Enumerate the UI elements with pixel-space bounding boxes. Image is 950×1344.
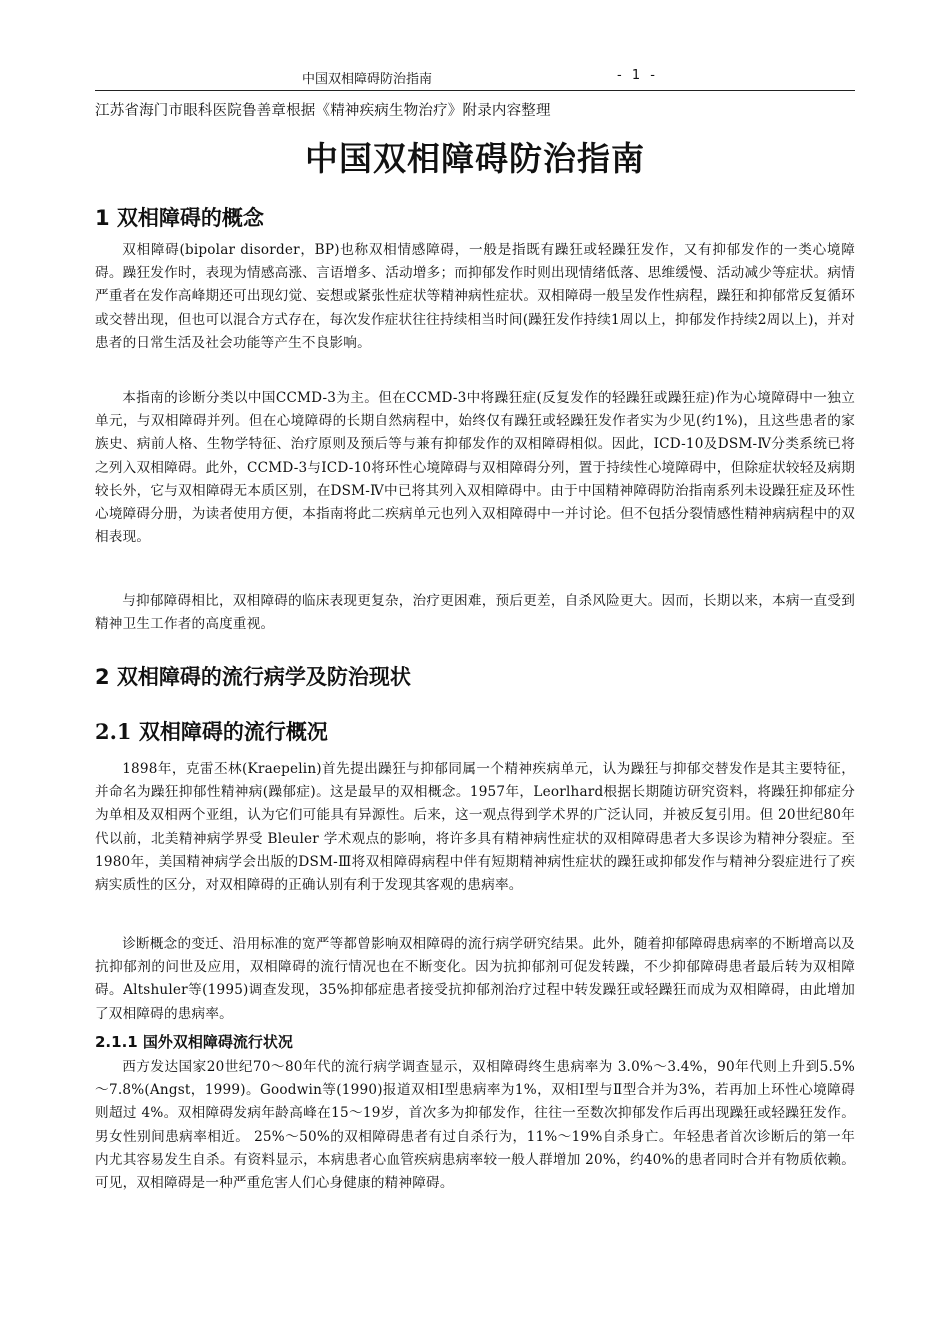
section-2-1-paragraph-1: 1898年，克雷丕林(Kraepelin)首先提出躁狂与抑郁同属一个精神疾病单元，认为躁狂与抑郁交替发作是其主要特征，并命名为躁狂抑郁性精神病(躁郁症)。这是最早的双相概念。1957年，Leorlhard根据长期随访研究资料，将躁狂抑郁症分为单相及双相两个亚组，认为它们可能具有异源性。后来，这一观点得到学术界的广泛认同，并被反复引用。但 20世纪80年代以前，北美精神病学界受 Bleuler 学术观点的影响，将许多具有精神病性症状的双相障碍患者大多误诊为精神分裂症。至 1980年，美国精神病学会出版的DSM-Ⅲ将双相障碍病程中伴有短期精神病性症状的躁狂或抑郁发作与精神分裂症进行了疾病实质性的区分，对双相障碍的正确认别有利于发现其客观的患病率。 [95,761,855,894]
section-2-1-1-paragraph-1: 西方发达国家20世纪70～80年代的流行病学调查显示，双相障碍终生患病率为 3.0%～3.4%，90年代则上升到5.5%～7.8%(Angst，1999)。Goodwin等(1990)报道双相Ⅰ型患病率为1%，双相Ⅰ型与Ⅱ型合并为3%，若再加上环性心境障碍则超过 4%。双相障碍发病年龄高峰在15～19岁，首次多为抑郁发作，往往一至数次抑郁发作后再出现躁狂或轻躁狂发作。男女性别间患病率相近。 25%～50%的双相障碍患者有过自杀行为，11%～19%自杀身亡。年轻患者首次诊断后的第一年内尤其容易发生自杀。有资料显示，本病患者心血管疾病患病率较一般人群增加 20%，约40%的患者同时合并有物质依赖。可见，双相障碍是一种严重危害人们心身健康的精神障碍。 [95,1059,855,1192]
section-1-paragraph-3: 与抑郁障碍相比，双相障碍的临床表现更复杂，治疗更困难，预后更差，自杀风险更大。因而，长期以来，本病一直受到精神卫生工作者的高度重视。 [95,593,855,633]
section-2-1-heading: 2.1 双相障碍的流行概况 [95,719,328,744]
running-header [95,64,855,91]
section-2-1-1-heading: 2.1.1 国外双相障碍流行状况 [95,1033,293,1051]
section-2-1-paragraph-2: 诊断概念的变迁、沿用标准的宽严等都曾影响双相障碍的流行病学研究结果。此外，随着抑郁障碍患病率的不断增高以及抗抑郁剂的问世及应用，双相障碍的流行情况也在不断变化。因为抗抑郁剂可促发转躁，不少抑郁障碍患者最后转为双相障碍。Altshuler等(1995)调查发现，35%抑郁症患者接受抗抑郁剂治疗过程中转发躁狂或轻躁狂而成为双相障碍，由此增加了双相障碍的患病率。 [95,936,855,1022]
page-number: - 1 - [617,68,658,83]
source-note: 江苏省海门市眼科医院鲁善章根据《精神疾病生物治疗》附录内容整理 [95,103,551,119]
header-title: 中国双相障碍防治指南 [302,72,433,87]
section-2-heading: 2 双相障碍的流行病学及防治现状 [95,665,411,689]
section-1-paragraph-2: 本指南的诊断分类以中国CCMD-3为主。但在CCMD-3中将躁狂症(反复发作的轻躁狂或躁狂症)作为心境障碍中一独立单元，与双相障碍并列。但在心境障碍的长期自然病程中，始终仅有躁狂或轻躁狂发作者实为少见(约1%)，且这些患者的家族史、病前人格、生物学特征、治疗原则及预后等与兼有抑郁发作的双相障碍相似。因此，ICD-10及DSM-Ⅳ分类系统已将之列入双相障碍。此外，CCMD-3与ICD-10将环性心境障碍与双相障碍分列，置于持续性心境障碍中，但除症状较轻及病期较长外，它与双相障碍无本质区别，在DSM-Ⅳ中已将其列入双相障碍中。由于中国精神障碍防治指南系列未设躁狂症及环性心境障碍分册，为读者使用方便，本指南将此二疾病单元也列入双相障碍中一并讨论。但不包括分裂情感性精神病病程中的双相表现。 [95,390,855,546]
document-title: 中国双相障碍防治指南 [305,139,645,178]
section-1-heading: 1 双相障碍的概念 [95,206,264,230]
section-1-paragraph-1: 双相障碍(bipolar disorder，BP)也称双相情感障碍，一般是指既有躁狂或轻躁狂发作，又有抑郁发作的一类心境障碍。躁狂发作时，表现为情感高涨、言语增多、活动增多；而抑郁发作时则出现情绪低落、思维缓慢、活动减少等症状。病情严重者在发作高峰期还可出现幻觉、妄想或紧张性症状等精神病性症状。双相障碍一般呈发作性病程，躁狂和抑郁常反复循环或交替出现，但也可以混合方式存在，每次发作症状往往持续相当时间(躁狂发作持续1周以上，抑郁发作持续2周以上)，并对患者的日常生活及社会功能等产生不良影响。 [95,242,855,351]
